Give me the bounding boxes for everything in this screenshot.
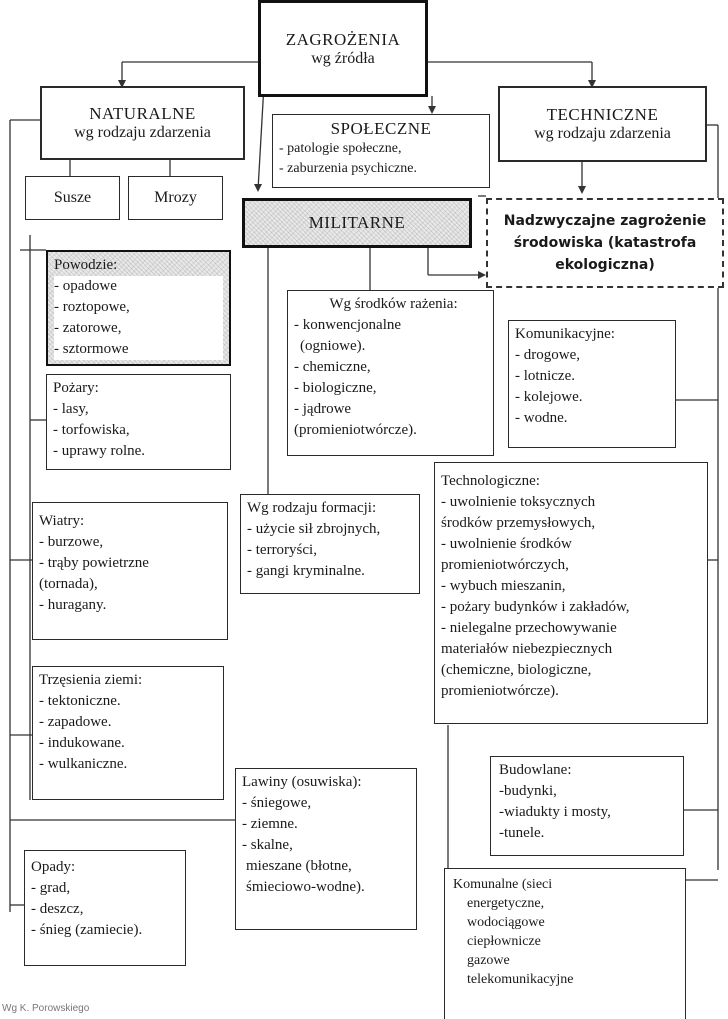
lawiny-item: mieszane (błotne,: [246, 858, 352, 874]
srodki-title: Wg środków rażenia:: [329, 296, 458, 312]
srodki-item: - chemiczne,: [294, 359, 371, 375]
pozary-item: - uprawy rolne.: [53, 443, 146, 459]
nadzwyczajne-line-3: ekologiczna): [555, 257, 655, 273]
mrozy-box: [128, 176, 223, 220]
powodzie-item: - sztormowe: [54, 339, 223, 360]
komunalne-title: Komunalne (sieci: [453, 877, 553, 892]
wiatry-title: Wiatry:: [39, 513, 85, 529]
technologiczne-item: promieniotwórczych,: [441, 557, 569, 573]
komunikacyjne-box: [508, 320, 676, 448]
komunalne-item: telekomunikacyjne: [467, 972, 574, 987]
budowlane-item: -tunele.: [499, 825, 545, 841]
komunikacyjne-item: - drogowe,: [515, 347, 580, 363]
susze-box: [25, 176, 120, 220]
technologiczne-item: - uwolnienie środków: [441, 536, 572, 552]
wiatry-box: [32, 502, 228, 640]
powodzie-item: - zatorowe,: [54, 318, 223, 339]
technologiczne-item: (chemiczne, biologiczne,: [441, 662, 592, 678]
technologiczne-title: Technologiczne:: [441, 473, 540, 489]
technologiczne-box: [434, 462, 708, 724]
trzesienia-item: - tektoniczne.: [39, 693, 121, 709]
pozary-box: [46, 374, 231, 470]
opady-item: - śnieg (zamiecie).: [31, 922, 143, 938]
technologiczne-item: materiałów niebezpiecznych: [441, 641, 613, 657]
wiatry-item: - huragany.: [39, 597, 107, 613]
budowlane-item: -wiadukty i mosty,: [499, 804, 611, 820]
srodki-item: (promieniotwórcze).: [294, 422, 417, 438]
susze-label: Susze: [53, 189, 92, 206]
formacje-title: Wg rodzaju formacji:: [247, 500, 377, 516]
trzesienia-item: - zapadowe.: [39, 714, 112, 730]
militarne-title: MILITARNE: [308, 213, 406, 232]
technologiczne-item: promieniotwórcze).: [441, 683, 559, 699]
wiatry-item: - burzowe,: [39, 534, 104, 550]
techniczne-title: TECHNICZNE: [546, 105, 659, 124]
budowlane-box: [490, 756, 684, 856]
komunalne-item: ciepłownicze: [467, 934, 541, 949]
formacje-item: - gangi kryminalne.: [247, 563, 365, 579]
technologiczne-item: - wybuch mieszanin,: [441, 578, 566, 594]
militarne-box: [242, 198, 472, 248]
formacje-item: - terroryści,: [247, 542, 317, 558]
powodzie-item: - opadowe: [54, 276, 223, 297]
srodki-item: (ogniowe).: [300, 338, 366, 354]
powodzie-box: [46, 250, 231, 366]
komunikacyjne-item: - kolejowe.: [515, 389, 583, 405]
komunikacyjne-title: Komunikacyjne:: [515, 326, 615, 342]
nadzwyczajne-line-2: środowiska (katastrofa: [513, 235, 697, 251]
wiatry-item: - trąby powietrzne: [39, 555, 149, 571]
srodki-box: [287, 290, 494, 456]
naturalne-subtitle: wg rodzaju zdarzenia: [74, 124, 211, 141]
technologiczne-item: środków przemysłowych,: [441, 515, 596, 531]
lawiny-title: Lawiny (osuwiska):: [242, 774, 362, 790]
srodki-item: - biologiczne,: [294, 380, 377, 396]
root-title: ZAGROŻENIA: [285, 29, 401, 49]
komunalne-box: [444, 868, 686, 1019]
lawiny-item: - ziemne.: [242, 816, 298, 832]
opady-box: [24, 850, 186, 966]
techniczne-box: [498, 86, 707, 162]
root-subtitle: wg źródła: [311, 49, 375, 67]
source-caption: Wg K. Porowskiego: [2, 1003, 90, 1014]
powodzie-title: Powodzie:: [54, 257, 118, 273]
naturalne-box: [40, 86, 245, 160]
komunikacyjne-item: - lotnicze.: [515, 368, 575, 384]
trzesienia-item: - wulkaniczne.: [39, 756, 128, 772]
root-box: [258, 0, 428, 97]
budowlane-item: -budynki,: [499, 783, 557, 799]
pozary-item: - torfowiska,: [53, 422, 130, 438]
spoleczne-box: [272, 114, 490, 188]
technologiczne-item: - nielegalne przechowywanie: [441, 620, 617, 636]
formacje-item: - użycie sił zbrojnych,: [247, 521, 381, 537]
pozary-item: - lasy,: [53, 401, 89, 417]
spoleczne-item-1: - patologie społeczne,: [279, 141, 402, 156]
srodki-item: - konwencjonalne: [294, 317, 402, 333]
komunalne-item: energetyczne,: [467, 896, 545, 911]
komunalne-item: gazowe: [467, 953, 510, 968]
budowlane-title: Budowlane:: [499, 762, 572, 778]
srodki-item: - jądrowe: [294, 401, 352, 417]
nadzwyczajne-box: [486, 198, 724, 288]
lawiny-item: - skalne,: [242, 837, 293, 853]
opady-item: - deszcz,: [31, 901, 84, 917]
komunikacyjne-item: - wodne.: [515, 410, 568, 426]
lawiny-box: [235, 768, 417, 930]
trzesienia-item: - indukowane.: [39, 735, 125, 751]
wiatry-item: (tornada),: [39, 576, 98, 592]
naturalne-title: NATURALNE: [89, 104, 196, 123]
technologiczne-item: - pożary budynków i zakładów,: [441, 599, 630, 615]
lawiny-item: śmieciowo-wodne).: [246, 879, 365, 895]
opady-item: - grad,: [31, 880, 71, 896]
opady-title: Opady:: [31, 859, 76, 875]
trzesienia-box: [32, 666, 224, 800]
mrozy-label: Mrozy: [154, 189, 197, 206]
spoleczne-title: SPOŁECZNE: [330, 119, 432, 138]
trzesienia-title: Trzęsienia ziemi:: [39, 672, 143, 688]
powodzie-item: - roztopowe,: [54, 297, 223, 318]
formacje-box: [240, 494, 420, 594]
spoleczne-item-2: - zaburzenia psychiczne.: [279, 161, 417, 176]
techniczne-subtitle: wg rodzaju zdarzenia: [534, 125, 671, 142]
technologiczne-item: - uwolnienie toksycznych: [441, 494, 596, 510]
lawiny-item: - śniegowe,: [242, 795, 312, 811]
komunalne-item: wodociągowe: [467, 915, 545, 930]
nadzwyczajne-line-1: Nadzwyczajne zagrożenie: [503, 213, 707, 229]
pozary-title: Pożary:: [53, 380, 99, 396]
